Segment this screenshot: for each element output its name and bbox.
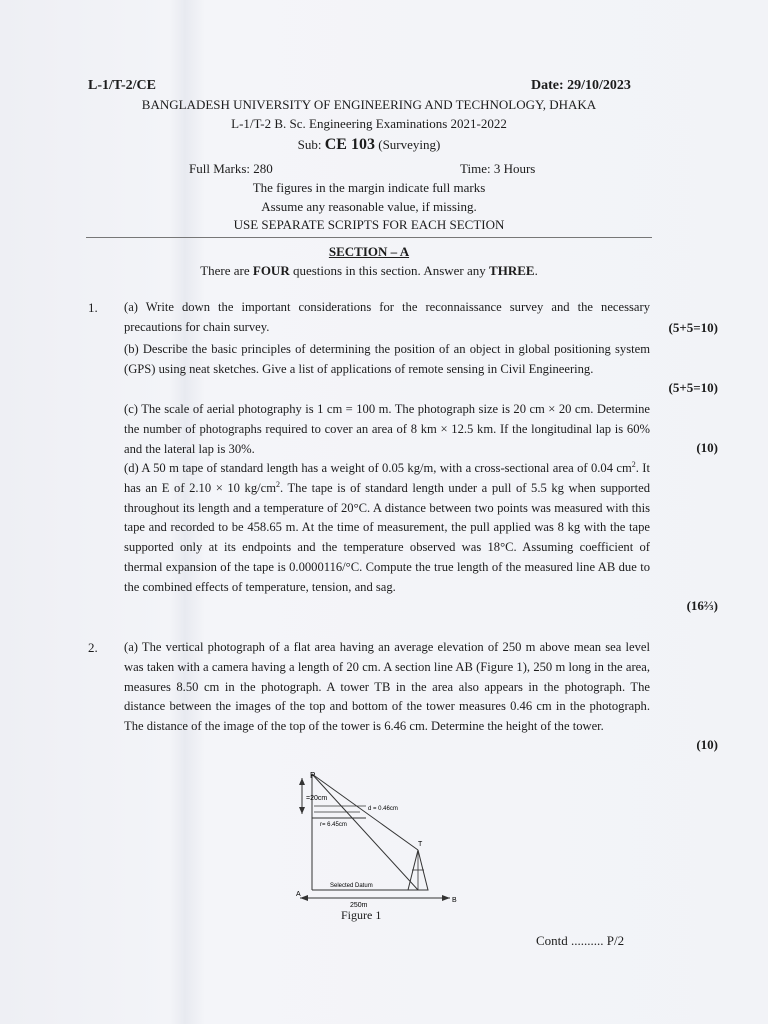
label-d: d = 0.46cm xyxy=(368,806,398,812)
question-part: (a) Write down the important considerations for the reconnaissance survey and the necessary precautions for chain survey. xyxy=(124,300,650,334)
question-part xyxy=(124,459,650,598)
arrow-left-icon xyxy=(300,895,308,901)
figure-tower-diagram xyxy=(270,770,490,930)
part-marks: (10) xyxy=(696,440,718,455)
subject-code: CE 103 xyxy=(324,136,375,153)
superscript: 2 xyxy=(276,479,280,489)
label-b: B xyxy=(452,897,457,904)
label-datum: Selected Datum xyxy=(330,883,373,889)
label-t: T xyxy=(418,841,423,848)
instruction-assume: Assume any reasonable value, if missing. xyxy=(261,199,477,214)
label-p: P xyxy=(310,771,316,780)
question-number: 1. xyxy=(88,300,98,315)
part-d-text-c: . The tape is of standard length under a pull of 5.5 kg when supported throughout its length and a temperature of 20°C. A distance between two points was measured with this tape and recorded to be 458.65 m. At the time of measurement, the pull applied was 8 kg with the tape supported only at its endpoints and the temperature observed was 18°C. Assuming coefficient of thermal expansion of the tape is 0.0000116/°C. Compute the true length of the measured line AB due to the combined effects of temperature, tension, and sag. xyxy=(124,480,650,594)
part-d-text-b: . It has an E of 2.10 × 10 kg/cm xyxy=(124,461,650,495)
arrow-up-icon xyxy=(299,778,305,785)
subject-prefix: Sub: xyxy=(297,137,325,152)
instr-text-3: . xyxy=(534,263,538,278)
question-part: (a) The vertical photograph of a flat area having an average elevation of 250 m above mean sea level was taken with a camera having a length of 20 cm. A section line AB (Figure 1), 250 m long in the area, measures 8.50 cm in the photograph. A tower TB in the area also appears in the photograph. The distance between the images of the top and bottom of the tower measures 0.46 cm in the photograph. The distance of the image of the top of the tower is 6.46 cm. Determine the height of the tower. xyxy=(124,640,650,734)
instruction-scripts: USE SEPARATE SCRIPTS FOR EACH SECTION xyxy=(233,217,505,232)
full-marks: Full Marks: 280 xyxy=(189,161,273,176)
superscript: 2 xyxy=(631,459,636,469)
label-length: 250m xyxy=(350,902,368,909)
section-instruction xyxy=(0,263,753,279)
subject-line xyxy=(0,136,753,154)
figure-ray-bottom xyxy=(312,774,418,890)
exam-date: Date: 29/10/2023 xyxy=(531,78,631,93)
subject-name: (Surveying) xyxy=(374,137,441,152)
label-a: A xyxy=(296,891,301,898)
instruction-marks: The figures in the margin indicate full marks xyxy=(252,180,486,195)
label-r: r= 6.45cm xyxy=(320,822,347,828)
instr-bold-three: THREE xyxy=(489,263,535,278)
part-marks: (10) xyxy=(696,737,718,752)
section-title: SECTION – A xyxy=(328,244,410,259)
university-name: BANGLADESH UNIVERSITY OF ENGINEERING AND TECHNOLOGY, DHAKA xyxy=(141,97,597,112)
instr-text-1: There are xyxy=(200,263,253,278)
header-divider xyxy=(86,237,652,238)
instr-text-2: questions in this section. Answer any xyxy=(289,263,490,278)
continued-note: Contd .......... P/2 xyxy=(536,933,625,948)
course-code: L-1/T-2/CE xyxy=(88,78,156,93)
question-part: (c) The scale of aerial photography is 1 cm = 100 m. The photograph size is 20 cm × 20 cm. Determine the number of photographs required to cover an area of 8 km × 12.5 km. If the longitudinal lap is 60% and the lateral lap is 30%. xyxy=(124,402,650,456)
arrow-right-icon xyxy=(442,895,450,901)
exam-title: L-1/T-2 B. Sc. Engineering Examinations 2021-2022 xyxy=(231,116,507,131)
exam-time: Time: 3 Hours xyxy=(460,161,536,176)
question-part: (b) Describe the basic principles of determining the position of an object in global positioning system (GPS) using neat sketches. Give a list of applications of remote sensing in Civil Engineering. xyxy=(124,342,650,376)
instr-bold-four: FOUR xyxy=(252,263,290,278)
part-d-text-a: (d) A 50 m tape of standard length has a weight of 0.05 kg/m, with a cross-sectional area of 0.04 cm xyxy=(124,461,632,475)
figure-caption: Figure 1 xyxy=(341,908,382,922)
part-marks: (16⅔) xyxy=(686,598,718,613)
part-marks: (5+5=10) xyxy=(668,380,718,395)
arrow-down-icon xyxy=(299,807,305,814)
label-focal: =20cm xyxy=(306,795,328,802)
question-number: 2. xyxy=(88,640,98,655)
part-marks: (5+5=10) xyxy=(668,320,718,335)
